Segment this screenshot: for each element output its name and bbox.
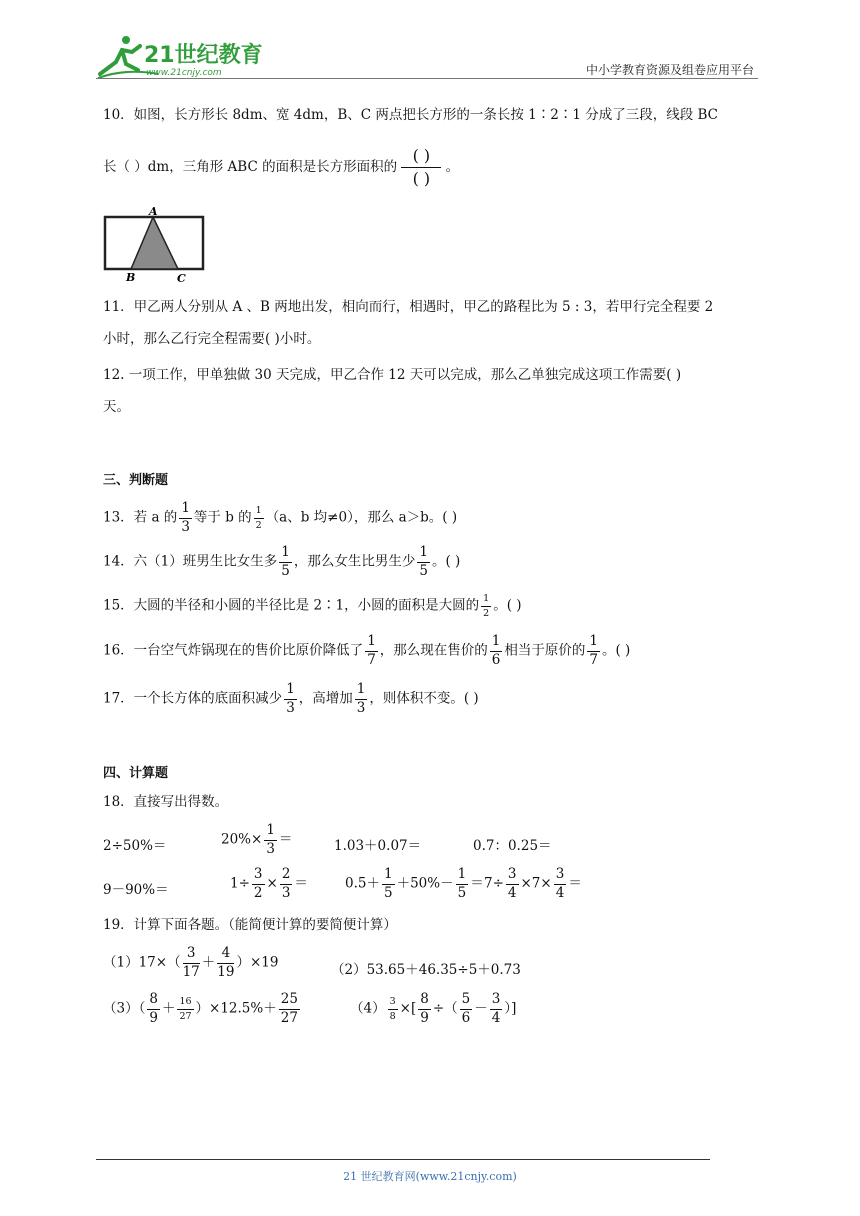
header-platform-text: 中小学教育资源及组卷应用平台 — [585, 63, 754, 77]
q19-part1: （1）17×（ $\frac{3}{17}$ ＋ $\frac{4}{19}$ ）×19 — [103, 945, 279, 980]
q18-title: 18．直接写出得数。 — [103, 794, 229, 810]
q11-line2: 小时，那么乙行完全程需要( )小时。 — [103, 331, 321, 347]
q17: 17．一个长方体的底面积减少 $\frac{1}{3}$ ，高增加 $\frac{1}{3}$ ，则体积不变。( ) — [103, 681, 479, 716]
header-divider — [96, 78, 758, 79]
q19-part2: （2）53.65＋46.35÷5＋0.73 — [331, 962, 521, 978]
q19-title: 19．计算下面各题。（能简便计算的要简便计算） — [103, 917, 397, 933]
q18-r1c2: 20%× $\frac{1}{3}$ ＝ — [221, 822, 293, 857]
q12-line1: 12. 一项工作，甲单独做 30 天完成，甲乙合作 12 天可以完成，那么乙单独完成这项工作需要( ) — [103, 367, 682, 383]
q18-r2c3: 0.5＋ $\frac{1}{5}$ ＋50%－ $\frac{1}{5}$ ＝ — [345, 866, 484, 901]
q18-r2c4: 7÷ $\frac{3}{4}$ ×7× $\frac{3}{4}$ ＝ — [484, 866, 582, 901]
q19-part3: （3）（ $\frac{8}{9}$ ＋ $\frac{16}{27}$ ）×12.5%＋ $\frac{25}{27}$ — [103, 991, 298, 1026]
point-c-label: C — [177, 272, 186, 283]
q10-text: 长（ ）dm，三角形 ABC 的面积是长方形面积的 — [103, 159, 398, 175]
point-a-label: A — [149, 205, 158, 218]
q10-line1: 10．如图，长方形长 8dm、宽 4dm，B、C 两点把长方形的一条长按 1∶2∶1 分成了三段，线段 BC — [103, 107, 719, 123]
q13: 13．若 a 的 $\frac{1}{3}$ 等于 b 的 $\frac{1}{2}$ （a、b 均≠0），那么 a＞b。( ) — [103, 500, 458, 535]
q18-r2c2: 1÷ $\frac{3}{2}$ × $\frac{2}{3}$ ＝ — [230, 866, 308, 901]
q19-part4: （4） $\frac{3}{8}$ ×[ $\frac{8}{9}$ ÷（ $\frac{5}{6}$ － $\frac{3}{4}$ ）] — [350, 991, 517, 1026]
q18-r2c1: 9－90%＝ — [103, 882, 169, 898]
section-4-title: 四、计算题 — [103, 766, 169, 781]
q10-rectangle-triangle-figure — [103, 203, 215, 283]
q10-line2: 长（ ）dm，三角形 ABC 的面积是长方形面积的 ( ) ( ) 。 — [103, 146, 460, 188]
q15: 15．大圆的半径和小圆的半径比是 2∶1，小圆的面积是大圆的 $\frac{1}{2}$ 。( ) — [103, 593, 522, 619]
logo-21cnjy — [96, 34, 266, 80]
footer-text: 21 世纪教育网(www.21cnjy.com) — [343, 1170, 517, 1183]
logo-text: 21世纪教育 — [144, 43, 263, 68]
q18-r1c3: 1.03＋0.07＝ — [334, 838, 422, 854]
q16: 16．一台空气炸锅现在的售价比原价降低了 $\frac{1}{7}$ ，那么现在售价的 $\frac{1}{6}$ 相当于原价的 $\frac{1}{7}$ 。( ) — [103, 633, 631, 668]
q18-r1c1: 2÷50%＝ — [103, 838, 167, 854]
q14: 14．六（1）班男生比女生多 $\frac{1}{5}$ ，那么女生比男生少 $\frac{1}{5}$ 。( ) — [103, 544, 461, 579]
logo-url: www.21cnjy.com — [146, 68, 222, 78]
q18-r1c4: 0.7：0.25＝ — [473, 838, 552, 854]
footer-divider — [96, 1159, 710, 1160]
q12-line2: 天。 — [103, 399, 130, 415]
point-b-label: B — [126, 271, 136, 283]
q10-answer-fraction: ( ) ( ) — [401, 148, 441, 187]
q11-line1: 11．甲乙两人分别从 A 、B 两地出发，相向而行，相遇时，甲乙的路程比为 5 : 3，若甲行完全程要 2 — [103, 299, 714, 315]
section-3-title: 三、判断题 — [103, 473, 169, 488]
